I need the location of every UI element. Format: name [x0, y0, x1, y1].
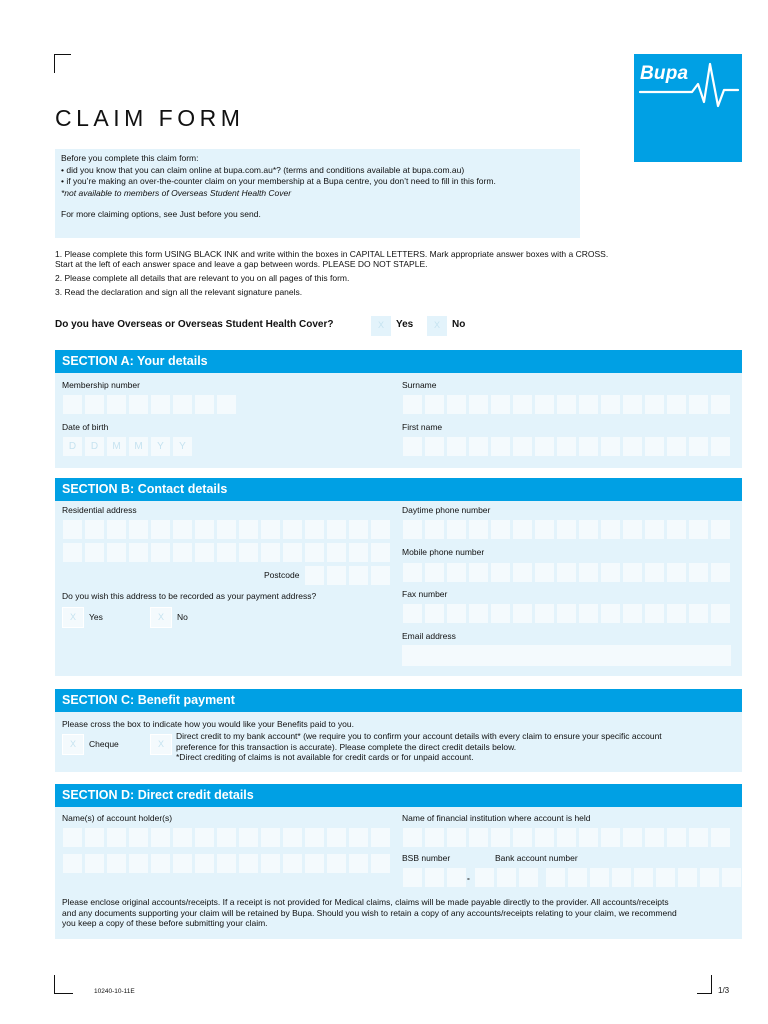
- character-box[interactable]: [304, 853, 325, 874]
- direct-credit-line-2: preference for this transaction is accurate). Please complete the direct credit details below.: [176, 741, 517, 752]
- character-box[interactable]: [62, 542, 83, 563]
- character-box[interactable]: [304, 827, 325, 848]
- character-box[interactable]: [402, 867, 423, 888]
- character-box[interactable]: [600, 394, 621, 415]
- character-box[interactable]: [666, 436, 687, 457]
- character-box[interactable]: [600, 603, 621, 624]
- character-box[interactable]: [710, 519, 731, 540]
- character-box[interactable]: [600, 436, 621, 457]
- character-box[interactable]: [490, 603, 511, 624]
- character-box[interactable]: [326, 827, 347, 848]
- character-box[interactable]: [150, 394, 171, 415]
- character-box[interactable]: [128, 853, 149, 874]
- character-box[interactable]: [490, 562, 511, 583]
- character-box[interactable]: [677, 867, 698, 888]
- character-box[interactable]: [468, 436, 489, 457]
- character-box[interactable]: [518, 867, 539, 888]
- info-line: Before you complete this claim form:: [61, 153, 199, 163]
- character-box[interactable]: [238, 542, 259, 563]
- instruction-line: Start at the left of each answer space and leave a gap between words. PLEASE DO NOT STAPLE.: [55, 259, 428, 269]
- character-box[interactable]: [578, 519, 599, 540]
- character-box[interactable]: [556, 394, 577, 415]
- character-box[interactable]: [622, 562, 643, 583]
- character-box[interactable]: [534, 519, 555, 540]
- character-box[interactable]: [84, 519, 105, 540]
- direct-credit-text: [176, 731, 736, 763]
- cover-no-checkbox[interactable]: X: [426, 315, 448, 337]
- character-box[interactable]: [424, 867, 445, 888]
- character-box[interactable]: [402, 562, 423, 583]
- receipts-note-line-3: you keep a copy of these before submitting your claim.: [62, 918, 268, 928]
- section-c-header: SECTION C: Benefit payment: [55, 689, 742, 712]
- character-box[interactable]: [172, 519, 193, 540]
- character-box[interactable]: [534, 562, 555, 583]
- payment-address-no-checkbox[interactable]: X: [150, 607, 172, 628]
- character-box[interactable]: [128, 542, 149, 563]
- character-box[interactable]: [326, 542, 347, 563]
- character-box[interactable]: [216, 853, 237, 874]
- character-box[interactable]: [150, 542, 171, 563]
- dob-month-1[interactable]: M: [106, 436, 127, 457]
- character-box[interactable]: [446, 867, 467, 888]
- info-line: • did you know that you can claim online at bupa.com.au*? (terms and conditions available at bupa.com.au): [61, 164, 465, 175]
- instruction-line: 2. Please complete all details that are relevant to you on all pages of this form.: [55, 273, 350, 283]
- character-box[interactable]: [622, 436, 643, 457]
- character-box[interactable]: [666, 562, 687, 583]
- character-box[interactable]: [622, 519, 643, 540]
- account-holders-line-2[interactable]: [62, 853, 392, 874]
- cover-no-label: No: [452, 319, 466, 330]
- character-box[interactable]: [446, 827, 467, 848]
- character-box[interactable]: [282, 519, 303, 540]
- character-box[interactable]: [194, 519, 215, 540]
- character-box[interactable]: [666, 827, 687, 848]
- character-box[interactable]: [688, 394, 709, 415]
- receipts-note-line-2: and any documents supporting your claim will be retained by Bupa. Should you wish to retain a copy of any accounts/receipts relating to your claim, we recommend: [62, 907, 677, 918]
- character-box[interactable]: [688, 603, 709, 624]
- receipts-note: [62, 897, 742, 929]
- character-box[interactable]: [567, 867, 588, 888]
- mobile-phone-field[interactable]: [402, 562, 732, 583]
- info-box: [55, 149, 580, 238]
- crop-mark-top-left: [54, 54, 71, 73]
- character-box[interactable]: [589, 867, 610, 888]
- address-line-2[interactable]: [62, 542, 392, 563]
- first-name-field[interactable]: [402, 436, 732, 457]
- character-box[interactable]: [106, 827, 127, 848]
- section-a-header: SECTION A: Your details: [55, 350, 742, 373]
- institution-field[interactable]: [402, 827, 732, 848]
- character-box[interactable]: [194, 542, 215, 563]
- character-box[interactable]: [216, 827, 237, 848]
- character-box[interactable]: [260, 827, 281, 848]
- character-box[interactable]: [578, 562, 599, 583]
- character-box[interactable]: [370, 519, 391, 540]
- payment-address-yes-checkbox[interactable]: X: [62, 607, 84, 628]
- character-box[interactable]: [84, 542, 105, 563]
- character-box[interactable]: [216, 519, 237, 540]
- character-box[interactable]: [216, 542, 237, 563]
- payment-address-question: Do you wish this address to be recorded as your payment address?: [62, 591, 317, 601]
- cheque-checkbox[interactable]: X: [62, 734, 84, 755]
- character-box[interactable]: [370, 565, 391, 586]
- surname-field[interactable]: [402, 394, 732, 415]
- character-box[interactable]: [172, 827, 193, 848]
- character-box[interactable]: [402, 603, 423, 624]
- character-box[interactable]: [490, 394, 511, 415]
- instruction-line: 1. Please complete this form USING BLACK INK and write within the boxes in CAPITAL LETTERS. Mark appropriate answer boxes with a CROSS.: [55, 249, 609, 259]
- character-box[interactable]: [710, 436, 731, 457]
- dob-label: Date of birth: [62, 422, 109, 432]
- character-box[interactable]: [644, 562, 665, 583]
- character-box[interactable]: [644, 603, 665, 624]
- character-box[interactable]: [710, 394, 731, 415]
- character-box[interactable]: [490, 827, 511, 848]
- character-box[interactable]: [370, 827, 391, 848]
- dob-day-2[interactable]: D: [84, 436, 105, 457]
- dob-field[interactable]: [62, 436, 194, 457]
- character-box[interactable]: [512, 603, 533, 624]
- character-box[interactable]: [238, 519, 259, 540]
- character-box[interactable]: [326, 853, 347, 874]
- character-box[interactable]: [106, 853, 127, 874]
- character-box[interactable]: [84, 827, 105, 848]
- bsb-field-part-1[interactable]: [402, 867, 468, 888]
- character-box[interactable]: [534, 436, 555, 457]
- character-box[interactable]: [710, 603, 731, 624]
- character-box[interactable]: [348, 542, 369, 563]
- character-box[interactable]: [578, 436, 599, 457]
- bank-account-field[interactable]: [545, 867, 743, 888]
- character-box[interactable]: [556, 436, 577, 457]
- character-box[interactable]: [282, 827, 303, 848]
- character-box[interactable]: [304, 542, 325, 563]
- cover-question: Do you have Overseas or Overseas Student Health Cover?: [55, 319, 334, 330]
- character-box[interactable]: [172, 394, 193, 415]
- character-box[interactable]: [446, 436, 467, 457]
- character-box[interactable]: [194, 853, 215, 874]
- character-box[interactable]: [468, 562, 489, 583]
- character-box[interactable]: [424, 603, 445, 624]
- heartbeat-icon: [634, 54, 742, 162]
- character-box[interactable]: [622, 394, 643, 415]
- dob-month-2[interactable]: M: [128, 436, 149, 457]
- character-box[interactable]: [304, 565, 325, 586]
- instruction-line: 3. Read the declaration and sign all the relevant signature panels.: [55, 287, 303, 297]
- info-line: *not available to members of Overseas Student Health Cover: [61, 187, 292, 198]
- character-box[interactable]: [468, 603, 489, 624]
- character-box[interactable]: [622, 827, 643, 848]
- character-box[interactable]: [688, 562, 709, 583]
- character-box[interactable]: [468, 519, 489, 540]
- postcode-label: Postcode: [264, 570, 300, 580]
- character-box[interactable]: [446, 519, 467, 540]
- character-box[interactable]: [304, 519, 325, 540]
- section-b-header: SECTION B: Contact details: [55, 478, 742, 501]
- instructions: [55, 249, 745, 297]
- character-box[interactable]: [128, 519, 149, 540]
- character-box[interactable]: [194, 827, 215, 848]
- character-box[interactable]: [644, 394, 665, 415]
- character-box[interactable]: [578, 827, 599, 848]
- character-box[interactable]: [468, 394, 489, 415]
- character-box[interactable]: [556, 519, 577, 540]
- character-box[interactable]: [512, 562, 533, 583]
- character-box[interactable]: [446, 562, 467, 583]
- character-box[interactable]: [326, 519, 347, 540]
- character-box[interactable]: [402, 827, 423, 848]
- character-box[interactable]: [282, 542, 303, 563]
- character-box[interactable]: [424, 827, 445, 848]
- cover-yes-checkbox[interactable]: X: [370, 315, 392, 337]
- institution-label: Name of financial institution where account is held: [402, 813, 591, 823]
- account-holders-label: Name(s) of account holder(s): [62, 813, 173, 823]
- character-box[interactable]: [644, 827, 665, 848]
- bupa-logo: [634, 54, 742, 162]
- fax-field[interactable]: [402, 603, 732, 624]
- direct-credit-line-3: *Direct crediting of claims is not available for credit cards or for unpaid account.: [176, 752, 474, 762]
- account-holders-line-1[interactable]: [62, 827, 392, 848]
- character-box[interactable]: [578, 603, 599, 624]
- character-box[interactable]: [446, 603, 467, 624]
- character-box[interactable]: [556, 603, 577, 624]
- payment-address-yes-label: Yes: [89, 612, 103, 622]
- character-box[interactable]: [62, 827, 83, 848]
- character-box[interactable]: [150, 827, 171, 848]
- daytime-phone-label: Daytime phone number: [402, 505, 491, 515]
- direct-credit-checkbox[interactable]: X: [150, 734, 172, 755]
- character-box[interactable]: [666, 394, 687, 415]
- character-box[interactable]: [150, 853, 171, 874]
- receipts-note-line-1: Please enclose original accounts/receipts. If a receipt is not provided for Medical claims, claims will be made payable directly to the provider. All accounts/receipts: [62, 897, 669, 907]
- residential-address-label: Residential address: [62, 505, 137, 515]
- character-box[interactable]: [699, 867, 720, 888]
- postcode-field[interactable]: [304, 565, 392, 586]
- character-box[interactable]: [216, 394, 237, 415]
- dob-day-1[interactable]: D: [62, 436, 83, 457]
- character-box[interactable]: [84, 394, 105, 415]
- character-box[interactable]: [490, 436, 511, 457]
- email-label: Email address: [402, 631, 456, 641]
- character-box[interactable]: [402, 436, 423, 457]
- character-box[interactable]: [545, 867, 566, 888]
- character-box[interactable]: [710, 827, 731, 848]
- crop-mark-bottom-left: [54, 975, 73, 994]
- character-box[interactable]: [62, 853, 83, 874]
- character-box[interactable]: [260, 519, 281, 540]
- character-box[interactable]: [666, 603, 687, 624]
- character-box[interactable]: [556, 827, 577, 848]
- character-box[interactable]: [370, 542, 391, 563]
- character-box[interactable]: [600, 827, 621, 848]
- character-box[interactable]: [172, 853, 193, 874]
- character-box[interactable]: [326, 565, 347, 586]
- character-box[interactable]: [106, 542, 127, 563]
- character-box[interactable]: [150, 519, 171, 540]
- character-box[interactable]: [600, 519, 621, 540]
- character-box[interactable]: [106, 394, 127, 415]
- character-box[interactable]: [402, 394, 423, 415]
- address-line-1[interactable]: [62, 519, 392, 540]
- character-box[interactable]: [611, 867, 632, 888]
- character-box[interactable]: [534, 603, 555, 624]
- mobile-phone-label: Mobile phone number: [402, 547, 485, 557]
- character-box[interactable]: [370, 853, 391, 874]
- cover-yes-label: Yes: [396, 319, 414, 330]
- character-box[interactable]: [474, 867, 495, 888]
- character-box[interactable]: [402, 519, 423, 540]
- character-box[interactable]: [194, 394, 215, 415]
- character-box[interactable]: [721, 867, 742, 888]
- character-box[interactable]: [496, 867, 517, 888]
- daytime-phone-field[interactable]: [402, 519, 732, 540]
- character-box[interactable]: [348, 519, 369, 540]
- fax-label: Fax number: [402, 589, 448, 599]
- character-box[interactable]: [260, 853, 281, 874]
- character-box[interactable]: [622, 603, 643, 624]
- bank-account-label: Bank account number: [495, 853, 578, 863]
- character-box[interactable]: [348, 853, 369, 874]
- dob-year-2[interactable]: Y: [172, 436, 193, 457]
- character-box[interactable]: [468, 827, 489, 848]
- info-line: • if you’re making an over-the-counter claim on your membership at a Bupa centre, you don’t need to fill in this form.: [61, 176, 496, 186]
- character-box[interactable]: [348, 565, 369, 586]
- crop-mark-bottom-right: [697, 975, 712, 994]
- character-box[interactable]: [106, 519, 127, 540]
- form-code: 10240-10-11E: [94, 988, 135, 995]
- character-box[interactable]: [238, 827, 259, 848]
- logo-text: Bupa: [640, 63, 689, 84]
- character-box[interactable]: [128, 827, 149, 848]
- character-box[interactable]: [578, 394, 599, 415]
- direct-credit-line-1: Direct credit to my bank account* (we require you to confirm your account details with every claim to ensure your specific account: [176, 731, 662, 741]
- character-box[interactable]: [644, 519, 665, 540]
- character-box[interactable]: [282, 853, 303, 874]
- character-box[interactable]: [128, 394, 149, 415]
- page-number: 1/3: [718, 986, 730, 995]
- email-field[interactable]: [402, 645, 731, 666]
- payment-address-no-label: No: [177, 612, 188, 622]
- bsb-dash: -: [467, 873, 470, 883]
- character-box[interactable]: [600, 562, 621, 583]
- character-box[interactable]: [238, 853, 259, 874]
- character-box[interactable]: [424, 562, 445, 583]
- character-box[interactable]: [512, 827, 533, 848]
- character-box[interactable]: [260, 542, 281, 563]
- character-box[interactable]: [84, 853, 105, 874]
- character-box[interactable]: [512, 519, 533, 540]
- membership-number-field[interactable]: [62, 394, 238, 415]
- surname-label: Surname: [402, 380, 437, 390]
- character-box[interactable]: [62, 394, 83, 415]
- first-name-label: First name: [402, 422, 443, 432]
- character-box[interactable]: [688, 519, 709, 540]
- character-box[interactable]: [710, 562, 731, 583]
- character-box[interactable]: [644, 436, 665, 457]
- page-title: CLAIM FORM: [55, 105, 245, 131]
- info-line: [61, 199, 574, 209]
- character-box[interactable]: [62, 519, 83, 540]
- character-box[interactable]: [512, 436, 533, 457]
- character-box[interactable]: [446, 394, 467, 415]
- character-box[interactable]: [172, 542, 193, 563]
- bsb-label: BSB number: [402, 853, 451, 863]
- dob-year-1[interactable]: Y: [150, 436, 171, 457]
- character-box[interactable]: [424, 436, 445, 457]
- character-box[interactable]: [633, 867, 654, 888]
- character-box[interactable]: [534, 827, 555, 848]
- character-box[interactable]: [490, 519, 511, 540]
- info-line: For more claiming options, see Just before you send.: [61, 209, 261, 219]
- character-box[interactable]: [424, 394, 445, 415]
- character-box[interactable]: [512, 394, 533, 415]
- section-d-header: SECTION D: Direct credit details: [55, 784, 742, 807]
- bsb-field-part-2[interactable]: [474, 867, 540, 888]
- benefit-payment-intro: Please cross the box to indicate how you would like your Benefits paid to you.: [62, 719, 355, 729]
- character-box[interactable]: [534, 394, 555, 415]
- character-box[interactable]: [688, 827, 709, 848]
- character-box[interactable]: [424, 519, 445, 540]
- cheque-label: Cheque: [89, 739, 119, 749]
- character-box[interactable]: [348, 827, 369, 848]
- character-box[interactable]: [688, 436, 709, 457]
- membership-number-label: Membership number: [62, 380, 140, 390]
- character-box[interactable]: [655, 867, 676, 888]
- character-box[interactable]: [666, 519, 687, 540]
- character-box[interactable]: [556, 562, 577, 583]
